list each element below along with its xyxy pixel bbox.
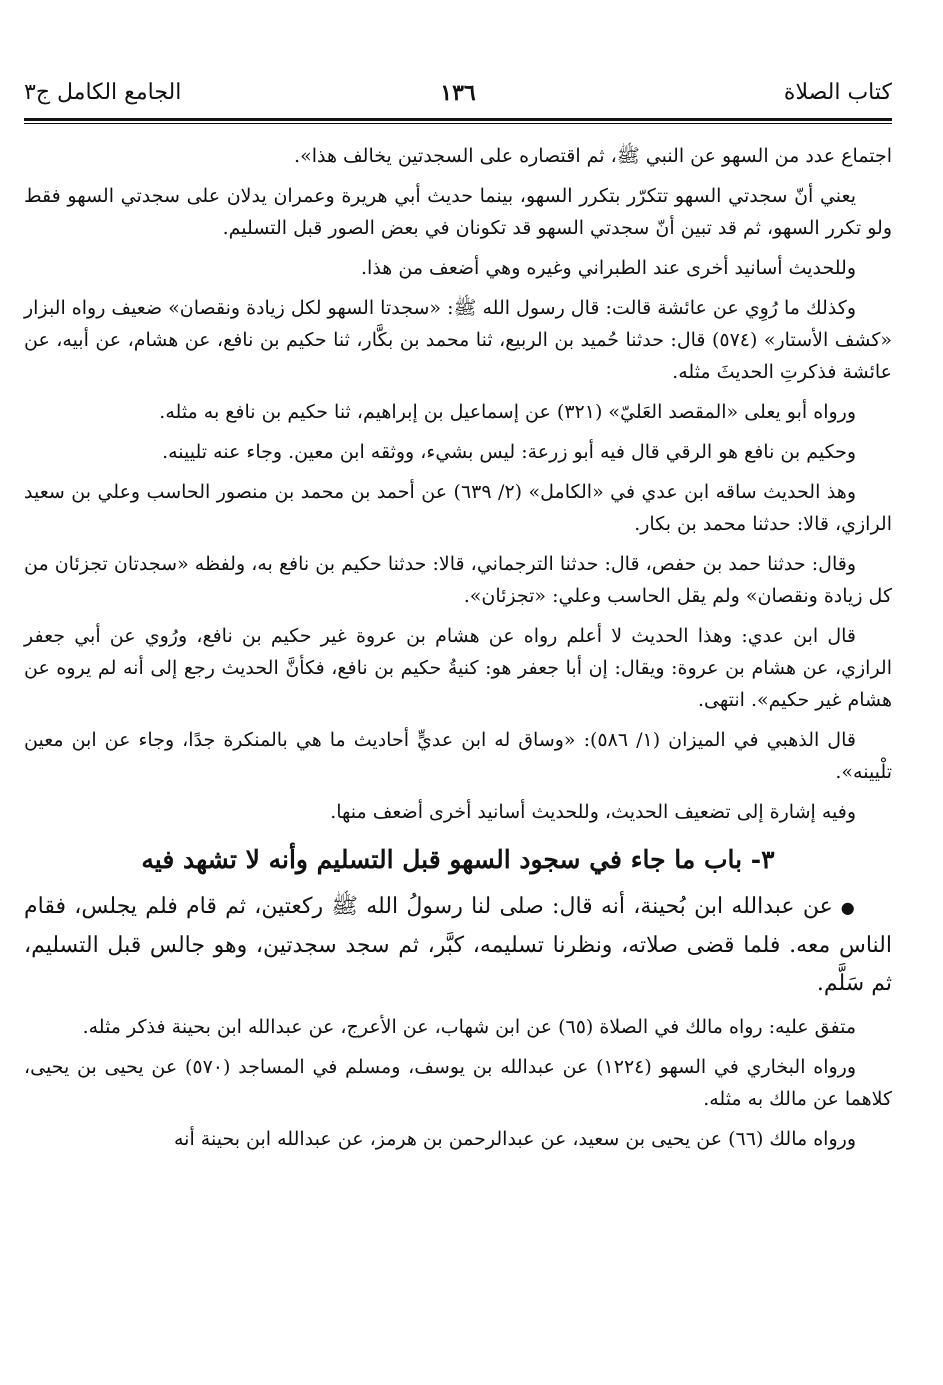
hadith-text-block (24, 888, 892, 1003)
paragraph: وفيه إشارة إلى تضعيف الحديث، وللحديث أسانيد أخرى أضعف منها. (330, 801, 856, 823)
bullet-icon: ● (840, 898, 856, 917)
paragraph: يعني أنّ سجدتي السهو تتكرّر بتكرر السهو، بينما حديث أبي هريرة وعمران يدلان على سجدتي السهو فقط ولو تكرر السهو، ثم قد تبين أنّ سجدتي السهو قد تكونان في بعض الصور قبل التسليم. (24, 185, 892, 239)
page-number: ١٣٦ (440, 80, 476, 106)
paragraph: اجتماع عدد من السهو عن النبي ﷺ، ثم اقتصاره على السجدتين يخالف هذا». (294, 145, 892, 167)
paragraph: قال الذهبي في الميزان (١/ ٥٨٦): «وساق له ابن عديٍّ أحاديث ما هي بالمنكرة جدًا، وجاء عن ابن معين تلْيينه». (24, 729, 892, 783)
header-rule-thin (24, 123, 892, 124)
page-body (24, 140, 892, 1163)
hadith-text: عن عبدالله ابن بُحينة، أنه قال: صلى لنا رسولُ الله ﷺ ركعتين، ثم قام فلم يجلس، فقام الناس معه. فلما قضى صلاته، ونظرنا تسليمه، كبَّر، ثم سجد سجدتين، وهو جالس قبل التسليم، ثم سَلَّم. (24, 894, 892, 996)
paragraph: متفق عليه: رواه مالك في الصلاة (٦٥) عن ابن شهاب، عن الأعرج، عن عبدالله ابن بحينة فذكر مثله. (82, 1016, 856, 1038)
header-book-section: كتاب الصلاة (783, 80, 892, 105)
paragraph: وكذلك ما رُوِي عن عائشة قالت: قال رسول الله ﷺ: «سجدتا السهو لكل زيادة ونقصان» ضعيف رواه البزار «كشف الأستار» (٥٧٤) قال: حدثنا حُميد بن الربيع، ثنا محمد بن بكَّار، ثنا حكيم بن نافع، عن هشام، عن أبيه، عن عائشة فذكرتِ الحديثَ مثله. (24, 297, 892, 383)
paragraph: ورواه البخاري في السهو (١٢٢٤) عن عبدالله بن يوسف، ومسلم في المساجد (٥٧٠) عن يحيى بن يحيى، كلاهما عن مالك به مثله. (24, 1056, 892, 1110)
paragraph: وهذ الحديث ساقه ابن عدي في «الكامل» (٢/ ٦٣٩) عن أحمد بن محمد بن منصور الحاسب وعلي بن سعيد الرازي، قالا: حدثنا محمد بن بكار. (24, 481, 892, 535)
paragraph: وللحديث أسانيد أخرى عند الطبراني وغيره وهي أضعف من هذا. (361, 257, 856, 279)
header-rule-thick (24, 118, 892, 121)
paragraph: وقال: حدثنا حمد بن حفص، قال: حدثنا الترجماني، قالا: حدثنا حكيم بن نافع به، ولفظه «سجدتان تجزئان من كل زيادة ونقصان» ولم يقل الحاسب وعلي: «تجزئان». (24, 553, 892, 607)
book-page (24, 0, 892, 1385)
section-title: ٣- باب ما جاء في سجود السهو قبل التسليم وأنه لا تشهد فيه (141, 845, 775, 874)
paragraph: ورواه أبو يعلى «المقصد العَليّ» (٣٢١) عن إسماعيل بن إبراهيم، ثنا حكيم بن نافع به مثله. (159, 401, 856, 423)
paragraph: وحكيم بن نافع هو الرقي قال فيه أبو زرعة: ليس بشيء، ووثقه ابن معين. وجاء عنه تليينه. (162, 441, 856, 463)
page-header (24, 78, 892, 114)
paragraph: ورواه مالك (٦٦) عن يحيى بن سعيد، عن عبدالرحمن بن هرمز، عن عبدالله ابن بحينة أنه (174, 1128, 856, 1150)
header-book-title: الجامع الكامل ج٣ (24, 80, 182, 105)
paragraph: قال ابن عدي: وهذا الحديث لا أعلم رواه عن هشام بن عروة غير حكيم بن نافع، ورُوي عن أبي جعفر الرازي، عن هشام بن عروة: ويقال: إن أبا جعفر هو: كنيةُ حكيم بن نافع، فكأنَّ الحديث رجع إلى أنه لم يروه عن هشام غير حكيم». انتهى. (24, 625, 892, 711)
